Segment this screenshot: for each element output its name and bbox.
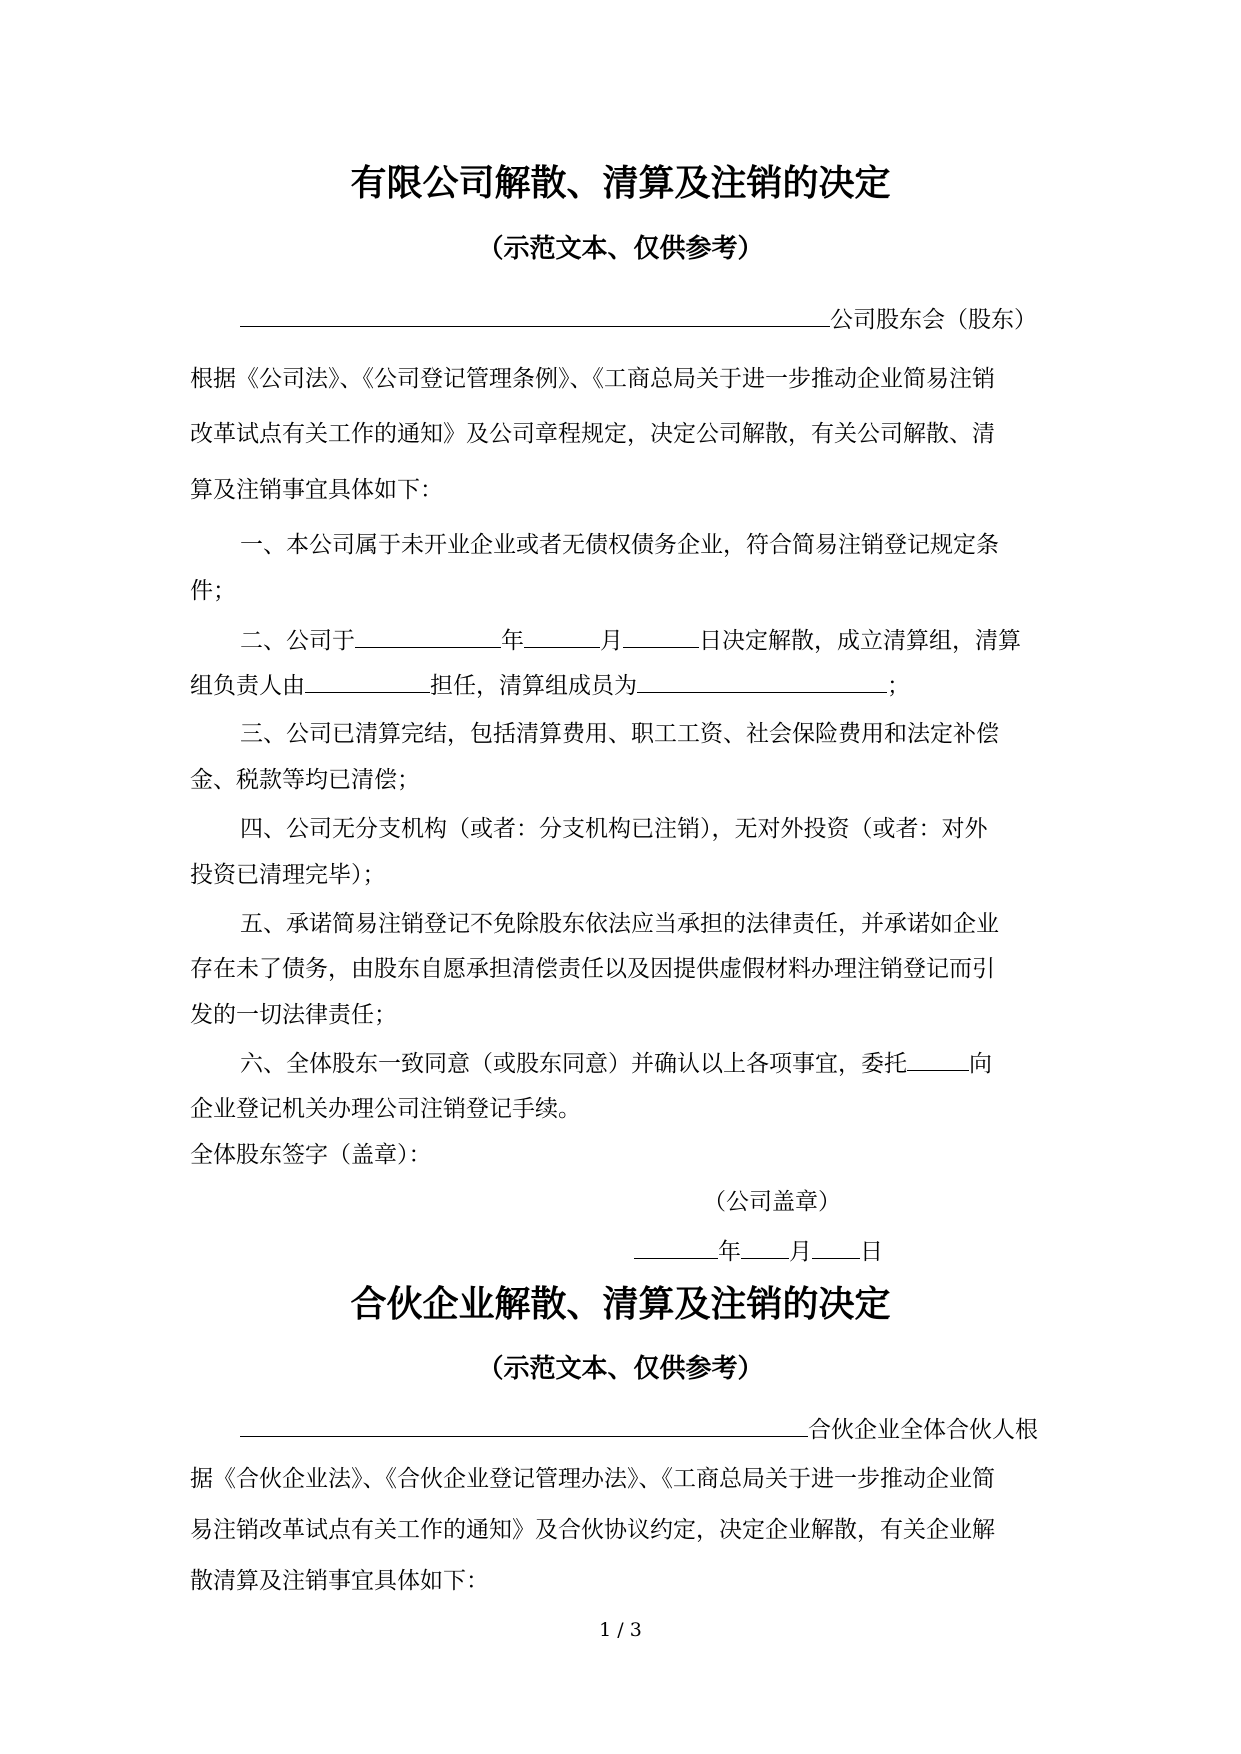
intro-line-2: 改革试点有关工作的通知》及公司章程规定，决定公司解散，有关公司解散、清 (190, 421, 995, 447)
item6-text-a: 六、全体股东一致同意（或股东同意）并确认以上各项事宜，委托 (240, 1051, 907, 1077)
date-month-label: 月 (789, 1239, 812, 1265)
item6-line-2: 企业登记机关办理公司注销登记手续。 (190, 1096, 581, 1122)
intro-line-3: 算及注销事宜具体如下： (190, 477, 443, 503)
item3-line-1: 三、公司已清算完结，包括清算费用、职工工资、社会保险费用和法定补偿 (240, 721, 999, 747)
item5-line-1: 五、承诺简易注销登记不免除股东依法应当承担的法律责任，并承诺如企业 (240, 911, 999, 937)
delegate-blank[interactable] (907, 1048, 969, 1071)
dissolve-year-blank[interactable] (355, 625, 501, 648)
item1-line-2: 件； (190, 578, 236, 604)
partnership-name-blank[interactable] (240, 1414, 808, 1437)
item4-line-1: 四、公司无分支机构（或者：分支机构已注销），无对外投资（或者：对外 (240, 816, 988, 842)
intro-line-1: 根据《公司法》、《公司登记管理条例》、《工商总局关于进一步推动企业简易注销 (190, 366, 995, 392)
page-number: 1 / 3 (599, 1619, 642, 1641)
item6-line-1 (240, 1048, 992, 1079)
item2-text-a: 二、公司于 (240, 628, 355, 654)
item4-line-2: 投资已清理完毕）； (190, 862, 386, 888)
section1-opening (240, 304, 1037, 335)
dissolve-day-blank[interactable] (623, 625, 699, 648)
item2-year-label: 年 (501, 628, 524, 654)
item3-line-2: 金、税款等均已清偿； (190, 767, 420, 793)
section2-opening (240, 1414, 1038, 1445)
item2-month-label: 月 (600, 628, 623, 654)
item5-line-2: 存在未了债务，由股东自愿承担清偿责任以及因提供虚假材料办理注销登记而引 (190, 956, 995, 982)
item1-line-1: 一、本公司属于未开业企业或者无债权债务企业，符合简易注销登记规定条 (240, 532, 999, 558)
item6-text-b: 向 (969, 1051, 992, 1077)
section2-title: 合伙企业解散、清算及注销的决定 (350, 1283, 891, 1325)
item2-text-d: 担任，清算组成员为 (430, 673, 637, 699)
date-year-label: 年 (718, 1239, 741, 1265)
dissolve-month-blank[interactable] (524, 625, 600, 648)
item2-line-2 (190, 670, 910, 701)
item2-text-e: ； (887, 673, 910, 699)
date-day-blank[interactable] (812, 1236, 860, 1259)
company-seal-label: （公司盖章） (703, 1189, 841, 1215)
item2-text-b: 日决定解散，成立清算组，清算 (699, 628, 1021, 654)
liquidation-leader-blank[interactable] (305, 670, 430, 693)
section2-intro-line-3: 散清算及注销事宜具体如下： (190, 1568, 489, 1594)
item2-line-1 (240, 625, 1021, 656)
company-name-blank[interactable] (240, 304, 830, 327)
date-line (634, 1236, 883, 1267)
section2-subtitle: （示范文本、仅供参考） (477, 1354, 764, 1384)
date-month-blank[interactable] (741, 1236, 789, 1259)
opening-suffix: 公司股东会（股东） (830, 307, 1037, 333)
section2-intro-line-2: 易注销改革试点有关工作的通知》及合伙协议约定，决定企业解散，有关企业解 (190, 1517, 995, 1543)
section1-title: 有限公司解散、清算及注销的决定 (350, 162, 891, 204)
section1-subtitle: （示范文本、仅供参考） (477, 234, 764, 264)
liquidation-members-blank[interactable] (637, 670, 887, 693)
item5-line-3: 发的一切法律责任； (190, 1002, 397, 1028)
signature-label: 全体股东签字（盖章）： (190, 1142, 432, 1168)
section2-intro-line-1: 据《合伙企业法》、《合伙企业登记管理办法》、《工商总局关于进一步推动企业简 (190, 1466, 995, 1492)
section2-opening-suffix: 合伙企业全体合伙人根 (808, 1417, 1038, 1443)
date-day-label: 日 (860, 1239, 883, 1265)
date-year-blank[interactable] (634, 1236, 718, 1259)
item2-text-c: 组负责人由 (190, 673, 305, 699)
